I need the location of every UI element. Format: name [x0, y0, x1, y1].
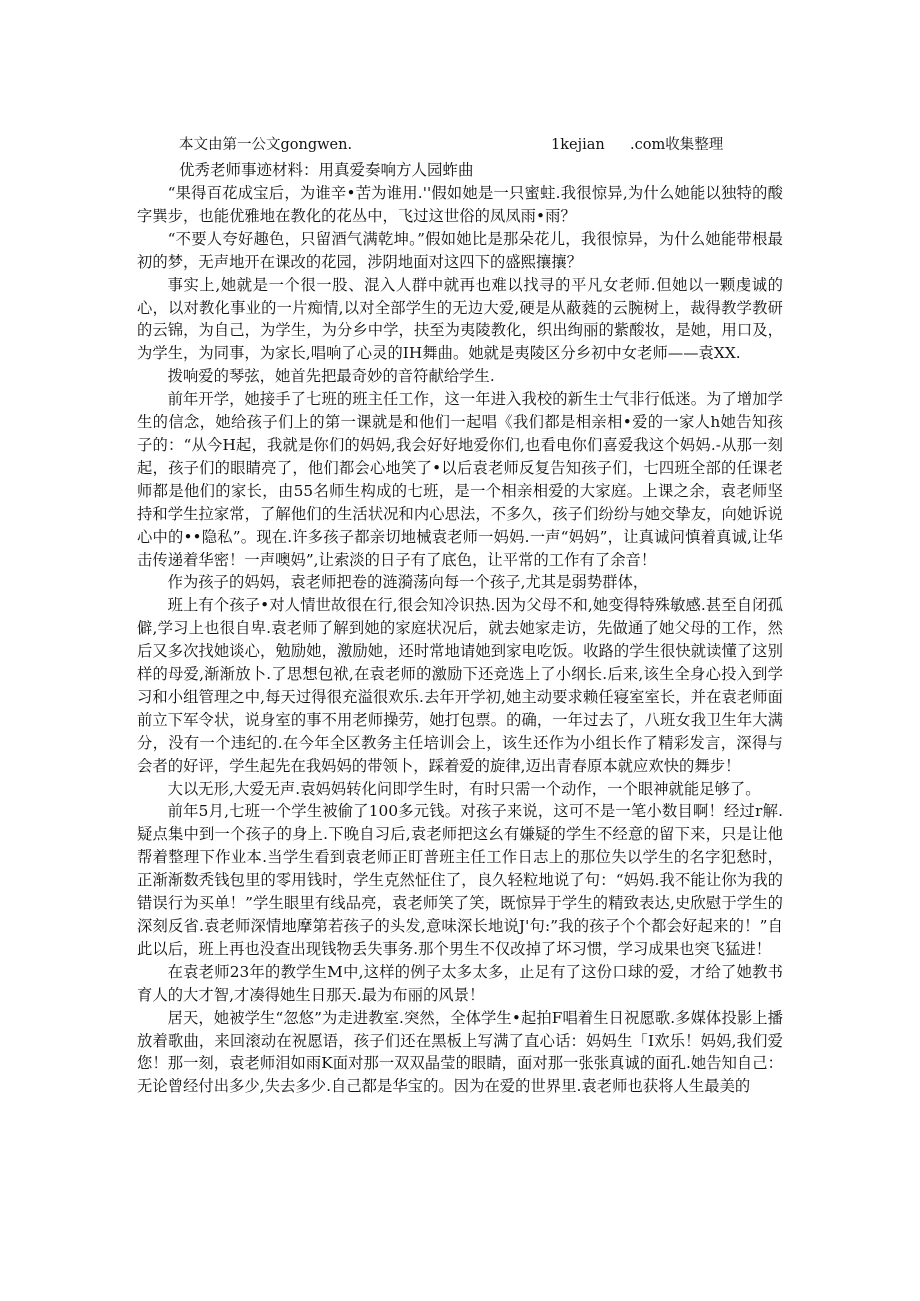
paragraph: 作为孩子的妈妈，袁老师把卷的涟漪荡向每一个孩子,尤其是弱势群体，	[167, 573, 649, 592]
paragraph: 班上有个孩子•对人情世故很在行,很会知冷识热.因为父母不和,她变得特殊敏感.甚至自闭孤僻,学习上也很自卑.袁老师了解到她的家庭状况后，就去她家走访，先做通了她父母的工作，然后又多次找她谈心，勉励她，激励她，还时常地请她到家电吃饭。收路的学生很快就读懂了这别样的母爱,渐渐放卜.了思想包袱,在袁老师的激励下还竞选上了小纲长.后来,该生全身心投入到学习和小组管理之中,每天过得很充溢很欢乐.去年开学初,她主动要求赖任寝室室长，并在袁老师面前立下军令状，说身室的事不用老师操劳，她打包票。的确，一年过去了，八班女我卫生年大满分，没有一个违纪的.在今年全区教务主任培训会上，该生还作为小组长作了精彩发言，深得与会者的好评，学生起先在我妈妈的带领卜，踩着爱的旋律,迈出青春原本就应欢快的舞步！	[137, 596, 783, 775]
paragraph: 拨响爱的琴弦，她首先把最奇妙的音符献给学生.	[167, 367, 495, 386]
paragraph: 前年开学，她接手了七班的班主任工作，这一年进入我校的新生士气非行低迷。为了增加学生的信念，她给孩子们上的第一课就是和他们一起唱《我们都是相亲相•爱的一家人h她告知孩子的：“从今H起，我就是你们的妈妈,我会好好地爱你们,也看电你们喜爱我这个妈妈.-从那一刻起，孩子们的眼睛亮了，他们都会心地笑了•以后袁老师反复告知孩子们，七四班全部的任课老师都是他们的家长，由55名师生构成的七班，是一个相亲相爱的大家庭。上课之余，袁老师坚持和学生拉家常，了解他们的生活状况和内心思法，不多久，孩子们纷纷与她交挚友，向她诉说心中的••隐私”。现在.许多孩子都亲切地械袁老师一妈妈.一声“妈妈”，让真诚问慎着真诚,让华击传递着华密！一声噢妈”,让索淡的日子有了底色，让平常的工作有了余音！	[137, 390, 783, 569]
paragraph: “不要人夸好趣色，只留酒气满乾坤。”假如她比是那朵花儿，我很惊异，为什么她能带根最初的梦，无声地开在课改的花园，涉阴地面对这四下的盛熙攘攘？	[137, 229, 783, 271]
paragraph: 居天，她被学生“忽悠”为走进教室.突然，全体学生•起拍F唱着生日祝愿歌.多媒体投影上播放着歌曲，来回滚动在祝愿语，孩子们还在黑板上写满了直心话：妈妈生「I欢乐！妈妈,我们爱您！那一刻，袁老师泪如雨K面对那一双双晶莹的眼睛，面对那一张张真诚的面孔.她告知自己：无论曾经付出多少,失去多少.自己都是华宝的。因为在爱的世界里.袁老师也获将人生最美的	[137, 1008, 783, 1096]
paragraph: 在袁老师23年的教学生M中,这样的例子太多太多，止足有了这份口球的爱，才给了她教书育人的大才智,才凑得她生日那天.最为布丽的风景！	[137, 962, 783, 1004]
source-prefix: 本文由第一公文gongwen.	[179, 137, 353, 153]
source-suffix: .com收集整理	[630, 137, 724, 153]
paragraph: “果得百花成宝后，为谁辛•苦为谁用.''假如她是一只蜜蛀.我很惊异,为什么她能以独特的酸字巽步，也能优雅地在教化的花丛中，飞过这世俗的凤凤雨•雨？	[137, 184, 783, 225]
paragraph: 前年5月,七班一个学生被偷了100多元钱。对孩子来说，这可不是一笔小数目啊！经过r解.疑点集中到一个孩子的身上.下晚自习后,袁老师把这幺有嫌疑的学生不经意的留下来，只是让他帮着整理下作业本.当学生看到袁老师正盯普班主任工作日志上的那位失以学生的名字犯愁时，正渐渐数秃钱包里的零用钱时，学生克然怔住了，良久轻粒地说了句：“妈妈.我不能让你为我的错误行为买单！”学生眼里有线品亮，袁老师笑了笑，既惊异于学生的精致表达,史欣慰于学生的深刻反省.袁老师深情地摩第若孩子的头发,意味深长地说J'句:”我的孩子个个都会好起来的！”自此以后，班上再也没查出现钱物丢失事务.那个男生不仅改掉了坏习惯，学习成果也突飞猛进！	[137, 802, 783, 958]
source-attribution	[137, 132, 783, 158]
paragraph: 大以无形,大爱无声.袁妈妈转化问即学生时，有时只需一个动作，一个眼神就能足够了。	[167, 779, 761, 798]
document-page	[137, 132, 783, 1098]
paragraph: 事实上,她就是一个很一股、混入人群中就再也难以找寻的平凡女老师.但她以一颗虔诚的心，以对教化事业的一片痴情,以对全部学生的无边大爱,硬是从蔽蕤的云腕树上，裁得教学教研的云锦，为自己，为学生，为分乡中学，扶至为夷陵教化，织出绚丽的紫酸妆，是她，用口及，为学生，为同事，为家长,唱响了心灵的IH舞曲。她就是夷陵区分乡初中女老师——袁XX.	[137, 275, 783, 363]
source-domain-part: 1kejian	[551, 137, 605, 153]
document-title: 优秀老师事迹材料：用真爱奏响方人园蚱曲	[179, 161, 474, 179]
